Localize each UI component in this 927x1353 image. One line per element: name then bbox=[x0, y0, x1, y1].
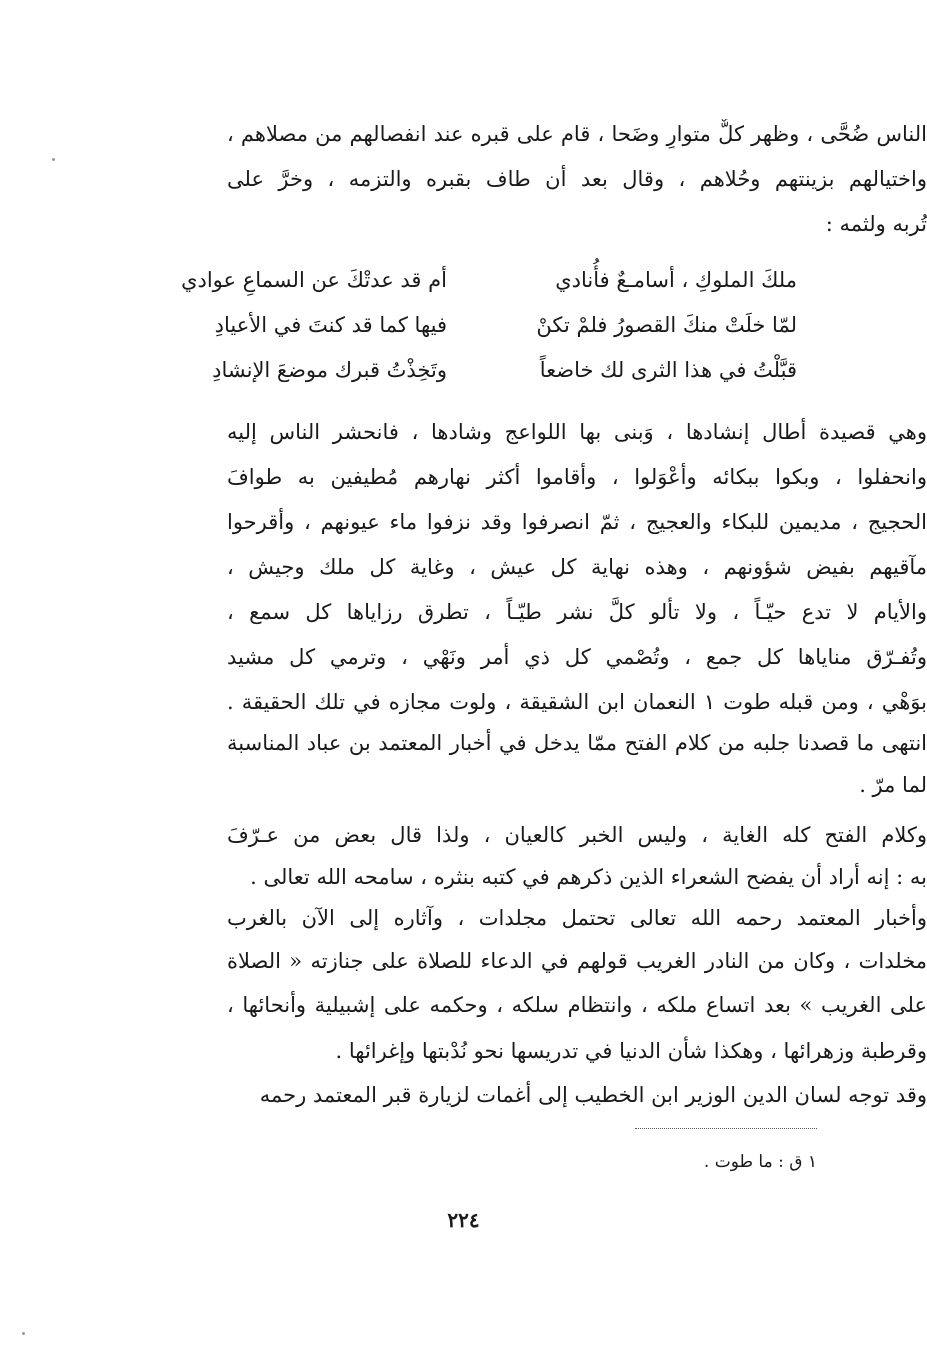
text-line: انتهى ما قصدنا جلبه من كلام الفتح ممّا يدخل في أخبار المعتمد بن عباد المناسبة bbox=[227, 731, 927, 755]
footnote-divider bbox=[635, 1128, 817, 1129]
text-line: وتُفـرّق مناياها كل جمع ، وتُصْمي كل ذي أمر ونَهْي ، وترمي كل مشيد bbox=[227, 645, 927, 669]
text-line: على الغريب » بعد اتساع ملكه ، وانتظام سلكه ، وحكمه على إشبيلية وأنحائها ، bbox=[227, 993, 927, 1017]
text-line: واختيالهم بزينتهم وحُلاهم ، وقال بعد أن طاف بقبره والتزمه ، وخرَّ على bbox=[227, 167, 927, 191]
text-line: الحجيج ، مديمين للبكاء والعجيج ، ثمّ انصرفوا وقد نزفوا ماء عيونهم ، وأقرحوا bbox=[227, 510, 927, 534]
text-line: وهي قصيدة أطال إنشادها ، وَبنى بها اللواعج وشادها ، فانحشر الناس إليه bbox=[227, 420, 927, 444]
poem-verse-first-half: ملكَ الملوكِ ، أسامـعٌ فأُنادي bbox=[555, 268, 797, 292]
page-number: ٢٢٤ bbox=[447, 1208, 480, 1232]
poem-verse-first-half: قبَّلْتُ في هذا الثرى لك خاضعاً bbox=[539, 358, 797, 382]
scan-speck bbox=[22, 1332, 25, 1335]
scan-speck bbox=[52, 158, 55, 161]
poem-verse-first-half: لمّا خلَتْ منكَ القصورُ فلمْ تكنْ bbox=[536, 313, 797, 337]
text-line: لما مرّ . bbox=[859, 773, 927, 797]
poem-verse-second-half: أم قد عدتْكَ عن السماعِ عوادي bbox=[181, 268, 447, 292]
text-line: به : إنه أراد أن يفضح الشعراء الذين ذكرهم في كتبه بنثره ، سامحه الله تعالى . bbox=[250, 865, 927, 889]
text-line: مآقيهم بفيض شؤونهم ، وهذه نهاية كل عيش ، وغاية كل ملك وجيش ، bbox=[227, 555, 927, 579]
text-line: بوَهْي ، ومن قبله طوت ١ النعمان ابن الشقيقة ، ولوت مجازه في تلك الحقيقة . bbox=[227, 690, 927, 714]
text-line: وقد توجه لسان الدين الوزير ابن الخطيب إلى أغمات لزيارة قبر المعتمد رحمه bbox=[259, 1083, 927, 1107]
text-line: تُربه ولثمه : bbox=[825, 212, 927, 236]
text-line: وكلام الفتح كله الغاية ، وليس الخبر كالعيان ، ولذا قال بعض من عـرّفَ bbox=[227, 823, 927, 847]
text-line: والأيام لا تدع حيّـاً ، ولا تألو كلَّ نشر طيّـاً ، تطرق رزاياها كل سمع ، bbox=[227, 600, 927, 624]
text-line: الناس ضُحَّى ، وظهر كلٌّ متوارٍ وضَحا ، قام على قبره عند انفصالهم من مصلاهم ، bbox=[227, 122, 927, 146]
poem-verse-second-half: فيها كما قد كنتَ في الأعيادِ bbox=[214, 313, 447, 337]
footnote: ١ ق : ما طوت . bbox=[703, 1152, 817, 1172]
text-line: وأخبار المعتمد رحمه الله تعالى تحتمل مجلدات ، وآثاره إلى الآن بالغرب bbox=[227, 906, 927, 930]
text-line: وقرطبة وزهرائها ، وهكذا شأن الدنيا في تدريسها نحو نُدْبتها وإغرائها . bbox=[335, 1039, 927, 1063]
poem-verse-second-half: وتَخِذْتُ قبرك موضعَ الإنشادِ bbox=[212, 358, 447, 382]
text-line: مخلدات ، وكان من النادر الغريب قولهم في الدعاء للصلاة على جنازته « الصلاة bbox=[227, 949, 927, 973]
text-line: وانحفلوا ، وبكوا ببكائه وأعْوَلوا ، وأقاموا أكثر نهارهم مُطيفين به طوافَ bbox=[227, 465, 927, 489]
